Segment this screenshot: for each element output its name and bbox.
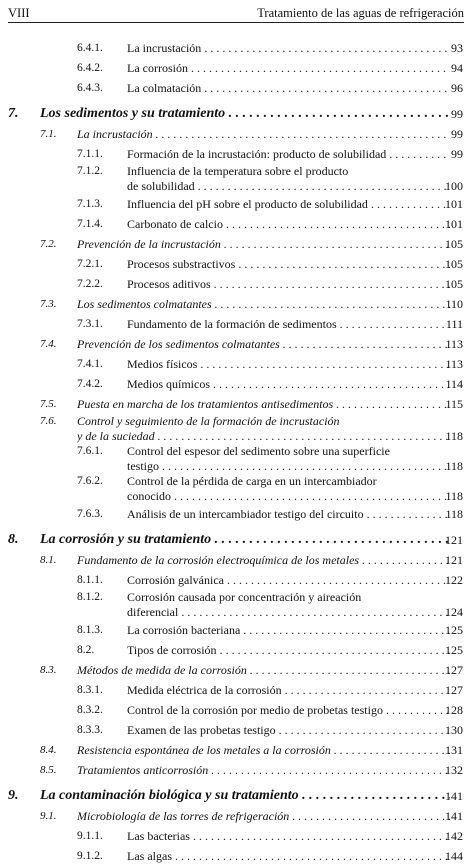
toc-number: 7.3.1. <box>77 318 103 330</box>
toc-page-number: 121 <box>445 533 463 547</box>
toc-title: La contaminación biológica y su tratamiento . . . <box>40 786 450 806</box>
toc-subsection <box>0 274 474 294</box>
toc-section <box>0 334 474 354</box>
toc-page-number: 115 <box>445 397 463 411</box>
toc-number: 8.1.2. <box>77 591 103 603</box>
toc-title: Tratamientos anticorrosión . . . <box>77 760 450 780</box>
toc-section <box>0 740 474 760</box>
toc-number: 7.1.1. <box>77 148 103 160</box>
toc-chapter <box>0 786 474 806</box>
toc-number: 7.1. <box>40 128 57 140</box>
toc-subsection <box>0 164 474 194</box>
toc-page-number: 125 <box>445 643 463 657</box>
toc-title: Los sedimentos y su tratamiento . . . <box>40 104 450 124</box>
toc-page-number: 142 <box>445 829 463 843</box>
toc-subsection <box>0 504 474 524</box>
toc-number: 7.2. <box>40 238 57 250</box>
toc-title: Las bacterias . . . <box>127 826 450 846</box>
toc-subsection <box>0 254 474 274</box>
toc-number: 7.4.2. <box>77 378 103 390</box>
toc-title <box>127 444 450 474</box>
toc-page-number: 127 <box>445 683 463 697</box>
toc-title <box>127 164 450 194</box>
toc-page-number: 94 <box>451 61 463 75</box>
toc-title: Fundamento de la formación de sedimentos . . . <box>127 314 450 334</box>
toc-title: Los sedimentos colmatantes . . . <box>77 294 450 314</box>
toc-page-number: 99 <box>451 107 463 121</box>
toc-number: 7.1.4. <box>77 218 103 230</box>
toc-title: Métodos de medida de la corrosión . . . <box>77 660 450 680</box>
toc-number: 7.3. <box>40 298 57 310</box>
toc-number: 8.3.2. <box>77 704 103 716</box>
toc-page-number: 113 <box>445 357 463 371</box>
toc-number: 8.1.3. <box>77 624 103 636</box>
toc-number: 8.3.3. <box>77 724 103 736</box>
toc-subsection <box>0 474 474 504</box>
toc-section <box>0 394 474 414</box>
toc-number: 8. <box>8 532 19 547</box>
toc-number: 9.1.2. <box>77 850 103 862</box>
toc-title: Tipos de corrosión . . . <box>127 640 450 660</box>
toc-page-number: 101 <box>445 217 463 231</box>
toc-number: 7.4.1. <box>77 358 103 370</box>
toc-subsection <box>0 194 474 214</box>
toc-number: 7.6.2. <box>77 475 103 487</box>
toc-section <box>0 806 474 826</box>
toc-title-line1: Control del espesor del sedimento sobre una superficie <box>127 444 390 458</box>
toc-title-line2: conocido . . . <box>127 489 450 504</box>
toc-number: 8.3.1. <box>77 684 103 696</box>
toc-page-number: 111 <box>445 317 463 331</box>
toc-title: Medida eléctrica de la corrosión . . . <box>127 680 450 700</box>
toc-number: 9.1.1. <box>77 830 103 842</box>
toc-number: 7.6.3. <box>77 508 103 520</box>
toc-title: La incrustación . . . <box>77 124 450 144</box>
toc-subsection <box>0 570 474 590</box>
toc-number: 7.6. <box>40 415 57 427</box>
toc-page-number: 141 <box>445 789 463 803</box>
toc-subsection <box>0 354 474 374</box>
toc-number: 8.3. <box>40 664 57 676</box>
toc-page-number: 93 <box>451 41 463 55</box>
toc-title: Formación de la incrustación: producto de solubilidad . . . <box>127 144 450 164</box>
toc-page-number: 105 <box>445 237 463 251</box>
toc-section <box>0 550 474 570</box>
toc-number: 7.5. <box>40 398 57 410</box>
toc-number: 8.1. <box>40 554 57 566</box>
toc-number: 7.2.1. <box>77 258 103 270</box>
toc-subsection <box>0 620 474 640</box>
toc-title: La colmatación . . . <box>127 78 450 98</box>
toc-title: Prevención de los sedimentos colmatantes . . . <box>77 334 450 354</box>
toc-title-line2: diferencial . . . <box>127 605 450 620</box>
toc-page-number: 118 <box>445 429 463 443</box>
toc-number: 6.4.3. <box>77 82 103 94</box>
toc-section <box>0 124 474 144</box>
toc-section <box>0 660 474 680</box>
toc-subsection <box>0 700 474 720</box>
toc-page-number: 125 <box>445 623 463 637</box>
toc-chapter <box>0 530 474 550</box>
toc-page-number: 113 <box>445 337 463 351</box>
toc-section <box>0 234 474 254</box>
toc-page-number: 110 <box>445 297 463 311</box>
toc-page-number: 105 <box>445 277 463 291</box>
toc-number: 9.1. <box>40 810 57 822</box>
toc-title: La corrosión . . . <box>127 58 450 78</box>
toc-page-number: 132 <box>445 763 463 777</box>
toc-number: 7.1.2. <box>77 165 103 177</box>
toc-title <box>127 474 450 504</box>
toc-number: 8.2. <box>77 644 95 656</box>
toc-title: Control de la corrosión por medio de probetas testigo . . . <box>127 700 450 720</box>
toc-page-number: 124 <box>445 605 463 619</box>
toc-title-line1: Corrosión causada por concentración y aireación <box>127 590 362 604</box>
toc-title: Fundamento de la corrosión electroquímica de los metales . . . <box>77 550 450 570</box>
toc-page-number: 127 <box>445 663 463 677</box>
toc-title-line1: Control de la pérdida de carga en un intercambiador <box>127 474 377 488</box>
toc-subsection <box>0 444 474 474</box>
toc-title: Prevención de la incrustación . . . <box>77 234 450 254</box>
page-header <box>8 3 464 21</box>
toc-title: Medios químicos . . . <box>127 374 450 394</box>
toc-title: La corrosión y su tratamiento . . . <box>40 530 450 550</box>
toc-title: Resistencia espontánea de los metales a la corrosión . . . <box>77 740 450 760</box>
toc-subsection <box>0 38 474 58</box>
toc-page-number: 118 <box>445 459 463 473</box>
toc-title: Procesos substractivos . . . <box>127 254 450 274</box>
toc-number: 8.5. <box>40 764 57 776</box>
toc-title-line2: testigo . . . <box>127 459 450 474</box>
toc-subsection <box>0 374 474 394</box>
toc-subsection <box>0 640 474 660</box>
toc-page-number: 99 <box>451 147 463 161</box>
toc-subsection <box>0 826 474 846</box>
toc-page-number: 130 <box>445 723 463 737</box>
toc-page-number: 101 <box>445 197 463 211</box>
toc-page-number: 131 <box>445 743 463 757</box>
toc-title: Microbiología de las torres de refrigeración . . . <box>77 806 450 826</box>
toc-title-line1: Influencia de la temperatura sobre el producto <box>127 164 349 178</box>
toc-number: 6.4.1. <box>77 42 103 54</box>
toc-page-number: 118 <box>445 489 463 503</box>
toc-title: Corrosión galvánica . . . <box>127 570 450 590</box>
toc-title-line2: de solubilidad . . . <box>127 179 450 194</box>
toc-title: Medios físicos . . . <box>127 354 450 374</box>
toc-section <box>0 414 474 444</box>
toc-subsection <box>0 680 474 700</box>
toc-page-number: 128 <box>445 703 463 717</box>
toc-title: Las algas . . . <box>127 846 450 866</box>
running-title: Tratamiento de las aguas de refrigeración <box>257 6 464 20</box>
toc-subsection <box>0 78 474 98</box>
toc-title: La corrosión bacteriana . . . <box>127 620 450 640</box>
toc-number: 7.4. <box>40 338 57 350</box>
toc-title: Análisis de un intercambiador testigo del circuito . . . <box>127 504 450 524</box>
toc-title-line1: Control y seguimiento de la formación de incrustación <box>77 414 340 428</box>
toc-number: 8.4. <box>40 744 57 756</box>
toc-subsection <box>0 590 474 620</box>
toc-number: 7.2.2. <box>77 278 103 290</box>
toc-number: 6.4.2. <box>77 62 103 74</box>
toc-number: 7. <box>8 106 19 121</box>
page-number-roman: VIII <box>8 6 30 20</box>
toc-title <box>127 590 450 620</box>
toc-number: 8.1.1. <box>77 574 103 586</box>
table-of-contents <box>0 38 474 866</box>
toc-page-number: 114 <box>445 377 463 391</box>
toc-page-number: 122 <box>445 573 463 587</box>
toc-page-number: 105 <box>445 257 463 271</box>
toc-title: Puesta en marcha de los tratamientos antisedimentos . . . <box>77 394 450 414</box>
toc-title: Examen de las probetas testigo . . . <box>127 720 450 740</box>
toc-title: Procesos aditivos . . . <box>127 274 450 294</box>
toc-title-line2: y de la suciedad . . . <box>77 429 450 444</box>
toc-title: Carbonato de calcio . . . <box>127 214 450 234</box>
toc-number: 7.6.1. <box>77 445 103 457</box>
toc-subsection <box>0 144 474 164</box>
toc-section <box>0 760 474 780</box>
toc-page-number: 99 <box>451 127 463 141</box>
toc-page-number: 100 <box>445 179 463 193</box>
toc-subsection <box>0 720 474 740</box>
toc-title: Influencia del pH sobre el producto de solubilidad . . . <box>127 194 450 214</box>
toc-title <box>77 414 450 444</box>
toc-page-number: 96 <box>451 81 463 95</box>
toc-subsection <box>0 214 474 234</box>
toc-subsection <box>0 846 474 866</box>
toc-page-number: 144 <box>445 849 463 863</box>
toc-number: 7.1.3. <box>77 198 103 210</box>
toc-number: 9. <box>8 788 19 803</box>
toc-subsection <box>0 58 474 78</box>
toc-title: La incrustación . . . <box>127 38 450 58</box>
toc-page-number: 141 <box>445 809 463 823</box>
toc-section <box>0 294 474 314</box>
toc-page-number: 118 <box>445 507 463 521</box>
toc-page-number: 121 <box>445 553 463 567</box>
toc-chapter <box>0 104 474 124</box>
toc-subsection <box>0 314 474 334</box>
header-rule <box>8 22 464 23</box>
